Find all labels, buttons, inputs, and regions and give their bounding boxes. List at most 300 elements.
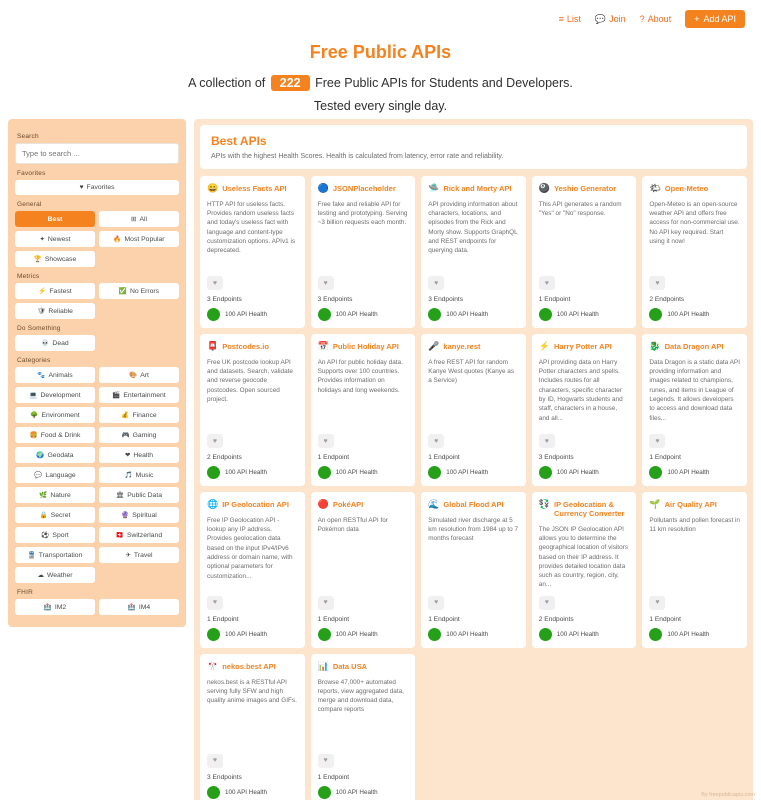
card-header bbox=[318, 500, 409, 510]
favorite-button[interactable] bbox=[207, 754, 223, 768]
api-endpoints: 1 Endpoint bbox=[649, 615, 681, 623]
cloud-icon: ☁ bbox=[37, 572, 44, 579]
api-health bbox=[207, 786, 298, 799]
api-card[interactable] bbox=[421, 176, 526, 328]
health-status-dot bbox=[428, 628, 441, 641]
favorite-button[interactable] bbox=[318, 596, 334, 610]
api-health bbox=[539, 308, 630, 321]
api-title: Air Quality API bbox=[664, 500, 717, 509]
api-title: Harry Potter API bbox=[554, 342, 612, 351]
plus-icon: + bbox=[694, 14, 700, 24]
hero-sub-before: A collection of bbox=[188, 76, 266, 90]
globe-icon: 🌍 bbox=[36, 452, 45, 459]
nav-link-list-label: List bbox=[566, 14, 581, 24]
api-logo-icon: 🔴 bbox=[317, 499, 329, 509]
favorite-button[interactable] bbox=[318, 434, 334, 448]
fire-icon: 🔥 bbox=[113, 236, 122, 243]
leaf-icon: 🌿 bbox=[39, 492, 48, 499]
api-health-label: 100 API Health bbox=[556, 469, 599, 476]
sidebar-item-language[interactable] bbox=[15, 467, 95, 483]
favorite-button[interactable] bbox=[539, 434, 555, 448]
heart-icon: ♥ bbox=[323, 757, 328, 765]
sidebar-item-all-label: All bbox=[139, 215, 147, 223]
train-icon: 🚆 bbox=[27, 552, 36, 559]
sidebar-item-language-label: Language bbox=[45, 471, 76, 479]
api-endpoints: 1 Endpoint bbox=[317, 454, 350, 461]
gamepad-icon: 🎮 bbox=[121, 432, 130, 439]
sidebar-metrics-label: Metrics bbox=[17, 273, 40, 280]
sidebar-item-secret[interactable] bbox=[15, 507, 95, 523]
api-endpoints: 3 Endpoints bbox=[317, 296, 353, 303]
api-title: JSONPlaceholder bbox=[332, 184, 396, 193]
sidebar-item-travel-label: Travel bbox=[133, 551, 153, 559]
api-health bbox=[649, 628, 740, 641]
speech-icon: 💬 bbox=[34, 472, 43, 479]
api-count-badge: 222 bbox=[271, 75, 310, 91]
api-description: An API for public holiday data. Supports over 100 countries. Provides information on holidays and long weekends. bbox=[317, 358, 403, 394]
sidebar-item-transportation[interactable] bbox=[15, 547, 95, 563]
heart-icon: ♥ bbox=[212, 437, 218, 445]
sidebar-categories-group bbox=[15, 367, 179, 583]
card-header bbox=[649, 184, 740, 194]
api-endpoints: 2 Endpoints bbox=[649, 296, 685, 303]
sidebar-item-reliable[interactable] bbox=[15, 303, 95, 319]
health-status-dot bbox=[207, 628, 220, 641]
api-title: Useless Facts API bbox=[222, 184, 287, 193]
lock-icon: 🔒 bbox=[39, 512, 48, 519]
sidebar-item-transportation-label: Transportation bbox=[38, 551, 83, 559]
card-header bbox=[318, 342, 409, 352]
api-health-label: 100 API Health bbox=[335, 630, 378, 638]
api-endpoints: 1 Endpoint bbox=[428, 454, 460, 461]
sidebar-item-entertainment-label: Entertainment bbox=[123, 391, 166, 399]
sidebar-item-spiritual-label: Spiritual bbox=[132, 511, 157, 519]
sidebar-item-environment[interactable] bbox=[15, 407, 95, 423]
heart-icon: ♥ bbox=[544, 599, 549, 607]
sidebar-do-something-group bbox=[15, 335, 179, 351]
sidebar-item-most-popular[interactable] bbox=[99, 231, 179, 247]
sidebar-item-im4[interactable] bbox=[99, 599, 179, 615]
card-header bbox=[318, 662, 409, 672]
health-status-dot bbox=[318, 786, 331, 799]
health-status-dot bbox=[318, 628, 331, 641]
api-description: A free REST API for random Kanye West quotes (Kanye as a Service) bbox=[428, 358, 515, 385]
nav-link-join-label: Join bbox=[609, 14, 626, 24]
api-title: Rick and Morty API bbox=[443, 184, 512, 193]
sidebar-item-weather-label: Weather bbox=[46, 571, 73, 579]
favorite-button[interactable] bbox=[539, 596, 555, 610]
sidebar-item-sport-label: Sport bbox=[52, 531, 69, 539]
heart-icon: ♥ bbox=[212, 599, 218, 607]
api-health-label: 100 API Health bbox=[225, 469, 268, 476]
grid-icon: ⊞ bbox=[130, 216, 137, 223]
add-api-label: Add API bbox=[703, 14, 736, 24]
page-title: Free Public APIs bbox=[309, 42, 452, 62]
api-endpoints: 1 Endpoint bbox=[207, 615, 239, 623]
check-icon: ✅ bbox=[118, 288, 127, 295]
sidebar-metrics-group bbox=[15, 283, 179, 319]
api-title: kanye.rest bbox=[443, 342, 481, 351]
api-health-label: 100 API Health bbox=[446, 630, 489, 638]
heart-icon: ♥ bbox=[323, 279, 328, 287]
sidebar-item-no-errors-label: No Errors bbox=[130, 287, 160, 295]
api-description: API providing data on Harry Potter characters and spells. Includes routes for all characters, specific character by ID, Hogwarts students and staff, characters in a house, and all... bbox=[538, 358, 623, 422]
heart-icon: ♥ bbox=[323, 599, 328, 607]
heart-icon: ♥ bbox=[655, 437, 660, 445]
sidebar-item-best-label: Best bbox=[47, 215, 63, 223]
heart-icon: ♥ bbox=[79, 184, 84, 191]
paw-icon: 🐾 bbox=[37, 372, 46, 379]
api-card[interactable] bbox=[642, 176, 747, 328]
heart-icon: ♥ bbox=[544, 279, 549, 287]
sidebar-item-spiritual[interactable] bbox=[99, 507, 179, 523]
sidebar-item-sport[interactable] bbox=[15, 527, 95, 543]
sidebar-item-geodata-label: Geodata bbox=[47, 451, 74, 459]
nav-link-list[interactable] bbox=[559, 14, 581, 24]
health-status-dot bbox=[428, 308, 441, 321]
sidebar-item-public-data-label: Public Data bbox=[127, 491, 163, 499]
sidebar-item-newest[interactable] bbox=[15, 231, 95, 247]
api-logo-icon: 📮 bbox=[207, 341, 219, 351]
api-card[interactable] bbox=[532, 334, 637, 486]
best-apis-heading: Best APIs bbox=[211, 134, 267, 148]
api-card[interactable] bbox=[200, 334, 305, 486]
favorite-button[interactable] bbox=[318, 276, 334, 290]
chat-icon: 💬 bbox=[594, 13, 607, 24]
card-header bbox=[649, 500, 740, 510]
api-health-label: 100 API Health bbox=[556, 630, 599, 638]
skull-icon: 💀 bbox=[41, 340, 50, 347]
sidebar-item-environment-label: Environment bbox=[41, 411, 80, 419]
sidebar-favorites-label: Favorites bbox=[17, 170, 46, 177]
sidebar-item-nature[interactable] bbox=[15, 487, 95, 503]
health-status-dot bbox=[318, 308, 331, 321]
api-card[interactable] bbox=[421, 492, 526, 648]
sparkle-icon: ✦ bbox=[39, 236, 45, 243]
api-health-label: 100 API Health bbox=[225, 311, 268, 318]
api-title: Data Dragon API bbox=[664, 342, 724, 351]
api-title: Open-Meteo bbox=[664, 184, 709, 193]
api-card[interactable] bbox=[200, 492, 305, 648]
api-health-label: 100 API Health bbox=[446, 469, 489, 476]
health-status-dot bbox=[207, 786, 220, 799]
sidebar-item-art[interactable] bbox=[99, 367, 179, 383]
card-header bbox=[318, 184, 409, 194]
sidebar-fhir-label: FHIR bbox=[17, 589, 33, 596]
favorite-button[interactable] bbox=[539, 276, 555, 290]
heart-icon: ♥ bbox=[434, 437, 439, 445]
api-health bbox=[318, 786, 409, 799]
api-health-label: 100 API Health bbox=[667, 630, 710, 638]
api-card[interactable] bbox=[311, 492, 416, 648]
api-health-label: 100 API Health bbox=[335, 788, 378, 796]
sidebar-item-animals[interactable] bbox=[15, 367, 95, 383]
api-description: HTTP API for useless facts. Provides random useless facts and today's useless fact with language and content-type customization options. APIv1 is deprecated. bbox=[207, 200, 296, 255]
sidebar-item-development-label: Development bbox=[40, 391, 81, 399]
health-status-dot bbox=[649, 466, 662, 479]
api-description: Browse 47,000+ automated reports, view aggregated data, merge and download data, compare reports bbox=[317, 678, 404, 714]
api-health bbox=[207, 466, 298, 479]
card-header bbox=[428, 342, 519, 352]
api-description: Free fake and reliable API for testing and prototyping. Serving ~3 billion requests each month. bbox=[317, 200, 408, 227]
trophy-icon: 🏆 bbox=[33, 256, 42, 263]
api-logo-icon: 🌤 bbox=[649, 183, 661, 193]
health-status-dot bbox=[539, 628, 552, 641]
health-status-dot bbox=[207, 466, 220, 479]
favorite-button[interactable] bbox=[207, 596, 223, 610]
api-title: IP Geolocation & Currency Converter bbox=[554, 500, 625, 519]
favorite-button[interactable] bbox=[649, 276, 665, 290]
swiss-flag-icon: 🇨🇭 bbox=[115, 532, 124, 539]
sidebar-item-showcase[interactable] bbox=[15, 251, 95, 267]
sidebar-item-showcase-label: Showcase bbox=[44, 255, 77, 263]
sidebar-item-public-data[interactable] bbox=[99, 487, 179, 503]
body-wrapper bbox=[0, 119, 761, 800]
card-header bbox=[207, 342, 298, 352]
card-header bbox=[539, 184, 630, 194]
sidebar-item-im2-label: IM2 bbox=[54, 603, 67, 611]
question-icon: ? bbox=[639, 13, 645, 24]
api-health bbox=[207, 628, 298, 641]
api-description: Free UK postcode lookup API and datasets. Search, validate and reverse geocode postcodes. Open sourced project. bbox=[207, 358, 293, 404]
health-status-dot bbox=[318, 466, 331, 479]
sidebar-item-food-drink[interactable] bbox=[15, 427, 95, 443]
api-logo-icon: 😄 bbox=[207, 183, 219, 193]
hero-subtitle bbox=[0, 75, 761, 91]
hero-sub-after: Free Public APIs for Students and Developers. bbox=[315, 76, 573, 90]
api-endpoints: 2 Endpoints bbox=[538, 615, 574, 623]
api-logo-icon: 📅 bbox=[317, 341, 329, 351]
ball-icon: ⚽ bbox=[41, 532, 50, 539]
api-title: Postcodes.io bbox=[222, 342, 269, 351]
palette-icon: 🎨 bbox=[129, 372, 138, 379]
sidebar-fhir-group bbox=[15, 599, 179, 615]
health-status-dot bbox=[207, 308, 220, 321]
sidebar-do-something-label: Do Something bbox=[17, 325, 61, 332]
add-api-button[interactable] bbox=[685, 10, 745, 28]
sidebar-item-fastest-label: Fastest bbox=[49, 287, 72, 295]
api-health bbox=[318, 466, 409, 479]
sidebar-item-gaming-label: Gaming bbox=[132, 431, 157, 439]
sidebar-item-fastest[interactable] bbox=[15, 283, 95, 299]
api-health bbox=[649, 308, 740, 321]
sidebar-item-music-label: Music bbox=[135, 471, 154, 479]
favorite-button[interactable] bbox=[649, 596, 665, 610]
api-card[interactable] bbox=[532, 176, 637, 328]
hero-section bbox=[0, 32, 761, 119]
sidebar-item-im2[interactable] bbox=[15, 599, 95, 615]
api-health bbox=[428, 466, 519, 479]
api-card[interactable] bbox=[421, 334, 526, 486]
favorite-button[interactable] bbox=[428, 434, 444, 448]
heart-health-icon: ❤ bbox=[124, 452, 131, 459]
sidebar-item-travel[interactable] bbox=[99, 547, 179, 563]
favorite-button[interactable] bbox=[428, 276, 444, 290]
sidebar-item-favorites-label: Favorites bbox=[86, 184, 115, 191]
api-description: Pollutants and pollen forecast in 11 km resolution bbox=[649, 516, 740, 534]
api-card-grid bbox=[200, 176, 747, 800]
api-endpoints: 1 Endpoint bbox=[649, 454, 681, 461]
sidebar-item-newest-label: Newest bbox=[47, 235, 71, 243]
health-status-dot bbox=[649, 628, 662, 641]
api-endpoints: 1 Endpoint bbox=[317, 615, 350, 623]
sidebar-item-finance[interactable] bbox=[99, 407, 179, 423]
sidebar-item-art-label: Art bbox=[140, 371, 149, 379]
sidebar-item-im4-label: IM4 bbox=[138, 603, 151, 611]
api-logo-icon: 🎌 bbox=[207, 660, 219, 671]
nav-link-about[interactable] bbox=[640, 14, 672, 24]
main-content bbox=[194, 119, 753, 800]
api-card[interactable] bbox=[311, 654, 416, 800]
search-input[interactable] bbox=[15, 143, 179, 164]
api-health bbox=[207, 308, 298, 321]
hospital-icon: 🏥 bbox=[127, 604, 136, 611]
sidebar-item-no-errors[interactable] bbox=[99, 283, 179, 299]
heart-icon: ♥ bbox=[434, 279, 439, 287]
heart-icon: ♥ bbox=[212, 757, 218, 765]
api-health bbox=[428, 628, 519, 641]
card-header bbox=[207, 662, 298, 672]
sidebar-categories-label: Categories bbox=[17, 357, 51, 364]
api-endpoints: 1 Endpoint bbox=[428, 615, 460, 623]
api-health-label: 100 API Health bbox=[667, 469, 710, 476]
card-header bbox=[207, 500, 298, 510]
shield-icon: 🛡 bbox=[37, 308, 46, 315]
api-title: Yeshio Generator bbox=[554, 184, 617, 193]
sidebar-item-nature-label: Nature bbox=[50, 491, 71, 499]
best-apis-subheading: APIs with the highest Health Scores. Health is calculated from latency, error rate and reliability. bbox=[211, 153, 504, 160]
heart-icon: ♥ bbox=[434, 599, 439, 607]
api-health bbox=[318, 308, 409, 321]
api-card[interactable] bbox=[311, 334, 416, 486]
sidebar-item-switzerland-label: Switzerland bbox=[126, 531, 163, 539]
health-status-dot bbox=[428, 466, 441, 479]
health-status-dot bbox=[649, 308, 662, 321]
sidebar-item-weather[interactable] bbox=[15, 567, 95, 583]
api-description: API providing information about characters, locations, and episodes from the Rick and Morty show. Supports GraphQL and REST endpoints for querying data. bbox=[428, 200, 518, 255]
sidebar-item-all[interactable] bbox=[99, 211, 179, 227]
burger-icon: 🍔 bbox=[29, 432, 38, 439]
api-endpoints: 3 Endpoints bbox=[207, 773, 242, 781]
sidebar-item-best[interactable] bbox=[15, 211, 95, 227]
api-health-label: 100 API Health bbox=[225, 630, 268, 638]
sidebar-item-entertainment[interactable] bbox=[99, 387, 179, 403]
card-header bbox=[428, 500, 519, 510]
sidebar-item-dead-label: Dead bbox=[52, 339, 69, 347]
api-logo-icon: 📊 bbox=[317, 660, 329, 671]
api-title: Global Flood API bbox=[443, 500, 504, 509]
favorite-button[interactable] bbox=[649, 434, 665, 448]
sidebar-general-label: General bbox=[17, 201, 42, 208]
sidebar-item-gaming[interactable] bbox=[99, 427, 179, 443]
sidebar-item-favorites[interactable] bbox=[15, 180, 179, 195]
api-health bbox=[649, 466, 740, 479]
api-description: Data Dragon is a static data API providing information and images related to champions, runes, and items in League of Legends. It allows developers to access and download data files... bbox=[649, 358, 740, 422]
favorite-button[interactable] bbox=[207, 276, 223, 290]
bank-icon: 🏛 bbox=[115, 492, 125, 499]
hospital-icon: 🏥 bbox=[43, 604, 52, 611]
sidebar-item-food-drink-label: Food & Drink bbox=[40, 431, 81, 439]
sidebar-item-music[interactable] bbox=[99, 467, 179, 483]
api-logo-icon: 🌊 bbox=[428, 499, 440, 509]
api-endpoints: 1 Endpoint bbox=[317, 773, 350, 781]
api-title: nekos.best API bbox=[222, 661, 276, 671]
api-description: nekos.best is a RESTful API serving fully SFW and high quality anime images and GIFs. bbox=[207, 678, 297, 705]
api-endpoints: 3 Endpoints bbox=[538, 454, 574, 461]
sidebar-item-health-label: Health bbox=[133, 451, 154, 459]
sidebar-item-geodata[interactable] bbox=[15, 447, 95, 463]
sidebar-item-switzerland[interactable] bbox=[99, 527, 179, 543]
heart-icon: ♥ bbox=[323, 437, 328, 445]
footer-note: By freepublicapis.com bbox=[701, 792, 755, 798]
sidebar-item-most-popular-label: Most Popular bbox=[124, 235, 165, 243]
favorite-button[interactable] bbox=[318, 754, 334, 768]
sidebar-item-finance-label: Finance bbox=[132, 411, 157, 419]
api-logo-icon: 🎱 bbox=[538, 183, 551, 193]
api-title: Data USA bbox=[332, 661, 367, 671]
api-health-label: 100 API Health bbox=[446, 311, 489, 318]
api-description: The JSON IP Geolocation API allows you to determine the geographical location of visitors based on their IP address. It provides detailed location data such as country, region, city, an... bbox=[538, 525, 628, 589]
plane-icon: ✈ bbox=[125, 552, 131, 559]
tree-icon: 🌳 bbox=[30, 412, 39, 419]
api-logo-icon: 🛸 bbox=[428, 183, 440, 193]
api-title: Public Holiday API bbox=[332, 342, 399, 351]
api-title: IP Geolocation API bbox=[222, 500, 289, 509]
api-logo-icon: ⚡ bbox=[538, 341, 551, 351]
api-card[interactable] bbox=[311, 176, 416, 328]
api-endpoints: 3 Endpoints bbox=[428, 296, 464, 303]
sidebar-item-development[interactable] bbox=[15, 387, 95, 403]
api-description: Free IP Geolocation API - lookup any IP address. Provides geolocation data based on the input IPv4/IPv6 address or domain name, with optional parameters for customization... bbox=[207, 516, 293, 580]
hero-tested-text: Tested every single day. bbox=[313, 99, 448, 113]
api-card[interactable] bbox=[642, 334, 747, 486]
api-endpoints: 2 Endpoints bbox=[207, 454, 242, 461]
sidebar-general-group bbox=[15, 211, 179, 267]
heart-icon: ♥ bbox=[655, 599, 660, 607]
money-icon: 💰 bbox=[121, 412, 130, 419]
api-description: Simulated river discharge at 5 km resolution from 1984 up to 7 months forecast bbox=[428, 516, 519, 543]
api-card[interactable] bbox=[642, 492, 747, 648]
api-description: An open RESTful API for Pokémon data bbox=[317, 516, 388, 534]
api-card[interactable] bbox=[200, 654, 305, 800]
sidebar-search-label: Search bbox=[17, 133, 39, 140]
health-status-dot bbox=[539, 466, 552, 479]
card-header bbox=[428, 184, 519, 194]
api-card[interactable] bbox=[200, 176, 305, 328]
best-apis-header bbox=[200, 125, 747, 169]
api-logo-icon: 🔵 bbox=[317, 183, 329, 193]
sidebar-item-health[interactable] bbox=[99, 447, 179, 463]
api-logo-icon: 🎤 bbox=[428, 341, 440, 351]
api-description: This API generates a random "Yes" or "No" response. bbox=[538, 200, 622, 218]
sidebar-item-dead[interactable] bbox=[15, 335, 95, 351]
top-navigation bbox=[0, 0, 761, 32]
api-logo-icon: 🌐 bbox=[207, 499, 219, 509]
api-logo-icon: 🌱 bbox=[649, 499, 661, 509]
lightning-icon: ⚡ bbox=[38, 288, 47, 295]
api-title: PokéAPI bbox=[332, 500, 364, 509]
nav-link-join[interactable] bbox=[595, 14, 626, 24]
api-card[interactable] bbox=[532, 492, 637, 648]
list-icon: ≡ bbox=[558, 13, 564, 24]
laptop-icon: 💻 bbox=[29, 392, 38, 399]
heart-icon: ♥ bbox=[544, 437, 549, 445]
card-header bbox=[539, 500, 630, 519]
favorite-button[interactable] bbox=[207, 434, 223, 448]
favorite-button[interactable] bbox=[428, 596, 444, 610]
clapper-icon: 🎬 bbox=[112, 392, 121, 399]
api-health bbox=[539, 628, 630, 641]
